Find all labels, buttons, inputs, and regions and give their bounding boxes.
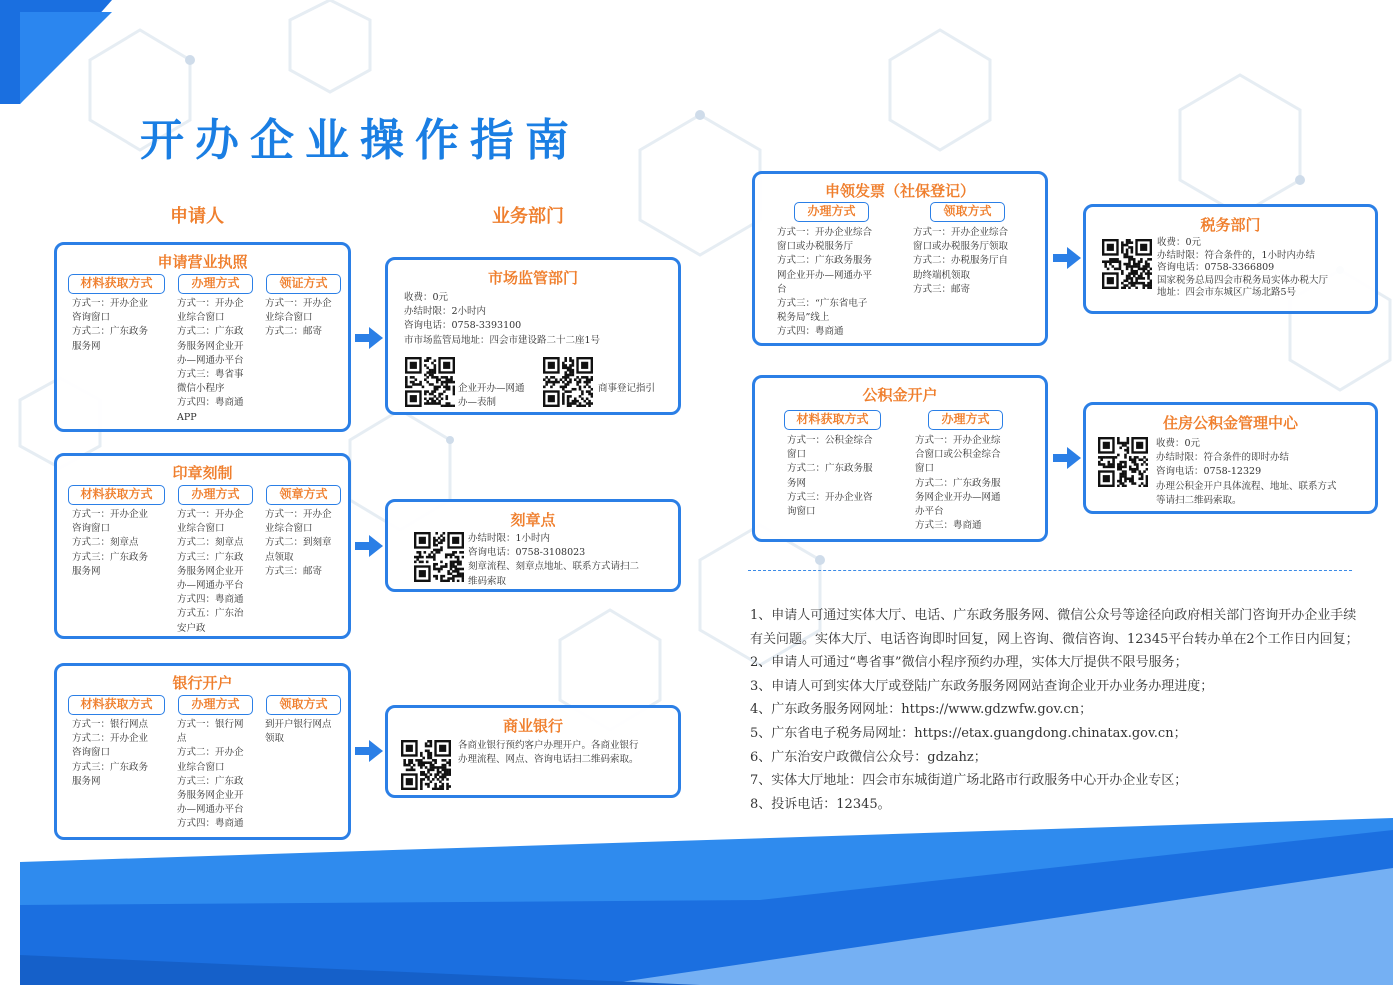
note-item: 6、广东治安户政微信公众号：gdzahz； [750,749,987,765]
fund-center-box [1083,402,1378,514]
qr-code-icon [1098,437,1148,487]
fund-tag-handle: 办理方式 [928,410,1003,430]
bank-collect-text: 到开户银行网点 领取 [265,719,332,745]
market-box [385,257,681,415]
bank-tag-collect: 领取方式 [266,695,341,715]
invoice-title: 申领发票（社保登记） [824,182,975,200]
license-material-text: 方式一：开办企业 咨询窗口 方式二：广东政务 服务网 [72,298,149,352]
department-heading: 业务部门 [492,206,564,227]
seal-tag-handle: 办理方式 [178,485,253,505]
seal-point-title: 刻章点 [510,511,556,529]
seal-title: 印章刻制 [172,464,233,482]
bank-material-text: 方式一：银行网点 方式二：开办企业 咨询窗口 方式三：广东政务 服务网 [72,719,149,787]
qr-code-icon [405,357,455,407]
note-item: 4、广东政务服务网网址：https://www.gdzwfw.gov.cn； [750,702,1093,718]
bank-title: 银行开户 [172,674,233,692]
arrow-right-icon [355,535,383,557]
seal-box [54,453,351,639]
seal-tag-collect: 领章方式 [266,485,341,505]
note-item: 7、实体大厅地址：四会市东城街道广场北路市行政服务中心开办企业专区； [750,773,1188,789]
applicant-heading: 申请人 [170,206,224,227]
note-item: 3、申请人可到实体大厅或登陆广东政务服务网网站查询企业开办业务办理进度； [750,678,1214,694]
fund-box [752,375,1048,542]
note-item: 8、投诉电话：12345。 [750,796,891,812]
bank-handle-text: 方式一：银行网 点 方式二：开办企 业综合窗口 方式三：广东政 务服务网企业开 办—网通办平台 方式四：粤商通 [177,719,244,830]
invoice-tag-handle: 办理方式 [794,202,869,222]
license-handle-text: 方式一：开办企 业综合窗口 方式二：广东政 务服务网企业开 办—网通办平台 方式三：粤省事 微信小程序 方式四：粤商通 APP [177,298,244,423]
seal-collect-text: 方式一：开办企 业综合窗口 方式二：到刻章 点领取 方式三：邮寄 [265,509,332,577]
seal-point-info-text: 办结时限：1小时内 咨询电话：0758-3108023 刻章流程、刻章点地址、联系方式请扫二 维码索取 [468,533,640,587]
page-title: 开办企业操作指南 [140,115,580,166]
bank-tag-material: 材料获取方式 [68,695,165,715]
market-info-text: 收费：0元 办结时限：2小时内 咨询电话：0758-3393100 市市场监管局地址：四会市建设路二十二座1号 [404,292,601,346]
fund-tag-material: 材料获取方式 [784,410,881,430]
invoice-box [752,171,1048,346]
market-qr1-label: 企业开办—网通 办—表制 [458,383,525,409]
license-collect-text: 方式一：开办企 业综合窗口 方式二：邮寄 [265,298,332,338]
license-tag-material: 材料获取方式 [68,274,165,294]
fund-center-info-text: 收费：0元 办结时限：符合条件的即时办结 咨询电话：0758-12329 办理公积金开户具体流程、地址、联系方式 等请扫二维码索取。 [1156,438,1337,506]
arrow-right-icon [1053,447,1081,469]
market-title: 市场监管部门 [487,269,578,287]
market-qr2-label: 商事登记指引 [598,383,656,394]
arrow-right-icon [355,740,383,762]
license-box [54,242,351,432]
arrow-right-icon [1053,247,1081,269]
seal-point-box [385,499,681,592]
note-item: 5、广东省电子税务局网址：https://etax.guangdong.chinatax.gov.cn； [750,725,1187,741]
license-tag-collect: 领证方式 [266,274,341,294]
arrow-right-icon [355,327,383,349]
qr-code-icon [543,357,593,407]
note-item: 2、申请人可通过“粤省事”微信小程序预约办理，实体大厅提供不限号服务； [750,655,1188,671]
commercial-bank-title: 商业银行 [502,717,563,735]
tax-box [1083,204,1378,314]
license-tag-handle: 办理方式 [178,274,253,294]
seal-tag-material: 材料获取方式 [68,485,165,505]
fund-center-title: 住房公积金管理中心 [1162,414,1298,432]
seal-material-text: 方式一：开办企业 咨询窗口 方式二：刻章点 方式三：广东政务 服务网 [72,509,149,577]
commercial-bank-info-text: 各商业银行预约客户办理开户。各商业银行 办理流程、网点、咨询电话扫二维码索取。 [458,740,639,766]
divider [748,570,1352,571]
fund-title: 公积金开户 [862,386,938,404]
commercial-bank-box [385,705,681,798]
bank-tag-handle: 办理方式 [178,695,253,715]
tax-title: 税务部门 [1200,216,1261,234]
fund-material-text: 方式一：公积金综合 窗口 方式二：广东政务服 务网 方式三：开办企业咨 询窗口 [787,435,873,518]
note-item: 1、申请人可通过实体大厅、电话、广东政务服务网、微信公众号等途径向政府相关部门咨询开办企业手续有关问题。实体大厅、电话咨询即时回复，网上咨询、微信咨询、12345平台转办单在2个工作日内回复； [750,608,1359,647]
seal-handle-text: 方式一：开办企 业综合窗口 方式二：刻章点 方式三：广东政 务服务网企业开 办—网通办平台 方式四：粤商通 方式五：广东治 安户政 [177,509,244,634]
qr-code-icon [1102,239,1152,289]
bank-box [54,663,351,840]
notes-list [750,604,1360,816]
invoice-tag-collect: 领取方式 [930,202,1005,222]
qr-code-icon [401,740,451,790]
tax-info-text: 收费：0元 办结时限：符合条件的，1小时内办结 咨询电话：0758-3366809 国家税务总局四会市税务局实体办税大厅 地址：四会市东城区广场北路5号 [1157,237,1329,298]
license-title: 申请营业执照 [157,253,248,271]
invoice-handle-text: 方式一：开办企业综合 窗口或办税服务厅 方式二：广东政务服务 网企业开办—网通办平 台 方式三：“广东省电子 税务局”线上 方式四：粤商通 [777,227,873,338]
invoice-collect-text: 方式一：开办企业综合 窗口或办税服务厅领取 方式二：办税服务厅自 助终端机领取 方式三：邮寄 [913,227,1009,295]
fund-handle-text: 方式一：开办企业综 合窗口或公积金综合 窗口 方式二：广东政务服 务网企业开办—网通 办平台 方式三：粤商通 [915,435,1001,532]
qr-code-icon [414,532,464,582]
